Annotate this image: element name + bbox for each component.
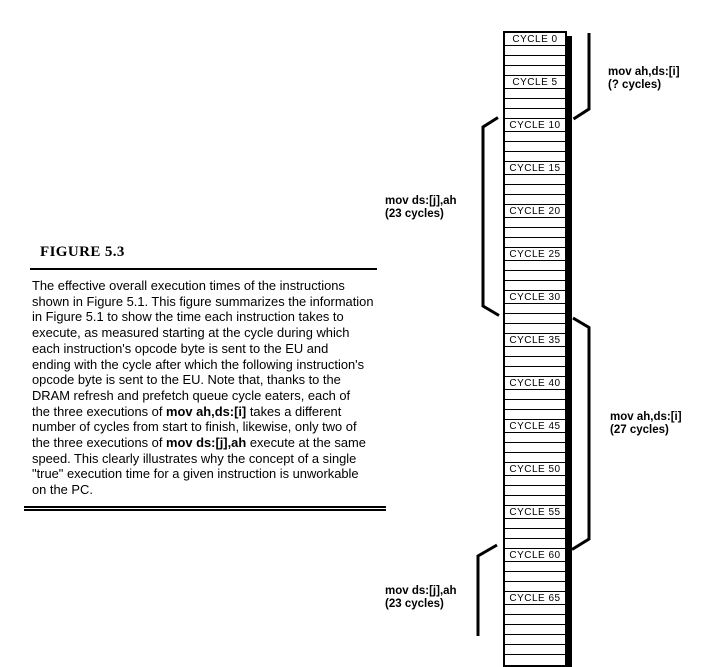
- cycle-label-row: [505, 377, 565, 390]
- heading-rule: [30, 268, 377, 270]
- cycle-row: [505, 142, 565, 152]
- annotation-cycle-count: (? cycles): [608, 79, 662, 91]
- cycle-row: [505, 281, 565, 291]
- caption-line: opcode byte is sent to the EU. Note that, thanks to the: [32, 372, 341, 388]
- caption-line: ending with the cycle after which the following instruction's: [32, 356, 365, 372]
- cycle-row: [505, 645, 565, 655]
- cycle-row: [505, 582, 565, 592]
- cycle-label-row: [505, 119, 565, 132]
- cycle-label: CYCLE 50: [509, 464, 561, 475]
- cycle-label-row: [505, 33, 565, 46]
- cycle-row: [505, 562, 565, 572]
- caption-line: on the PC.: [32, 482, 93, 498]
- cycle-row: [505, 486, 565, 496]
- cycle-row: [505, 529, 565, 539]
- cycle-row: [505, 476, 565, 486]
- cycle-label: CYCLE 35: [509, 335, 561, 346]
- cycle-row: [505, 519, 565, 529]
- cycle-label: CYCLE 10: [509, 120, 561, 131]
- cycle-row: [505, 314, 565, 324]
- cycle-row: [505, 132, 565, 142]
- cycle-label-row: [505, 463, 565, 476]
- cycle-label-row: [505, 162, 565, 175]
- cycle-label: CYCLE 25: [509, 249, 561, 260]
- annotation-mov-ah-ds-i-bottom: [610, 411, 682, 437]
- annotation-cycle-count: (27 cycles): [610, 424, 669, 436]
- cycle-row: [505, 367, 565, 377]
- cycle-row: [505, 99, 565, 109]
- cycle-label: CYCLE 65: [509, 593, 561, 604]
- cycle-label: CYCLE 30: [509, 292, 561, 303]
- cycle-row: [505, 46, 565, 56]
- bracket-right-2: [572, 318, 589, 550]
- cycle-label-row: [505, 205, 565, 218]
- cycle-label-row: [505, 334, 565, 347]
- cycle-row: [505, 218, 565, 228]
- cycle-label: CYCLE 20: [509, 206, 561, 217]
- cycle-row: [505, 195, 565, 205]
- cycle-row: [505, 357, 565, 367]
- cycle-row: [505, 347, 565, 357]
- cycle-label: CYCLE 5: [512, 77, 558, 88]
- cycle-row: [505, 271, 565, 281]
- annotation-mov-ah-ds-i-top: [608, 66, 680, 92]
- annotation-instruction: mov ah,ds:[i]: [610, 411, 682, 423]
- cycle-label-row: [505, 420, 565, 433]
- annotation-instruction: mov ds:[j],ah: [385, 585, 457, 597]
- annotation-mov-ds-j-ah-top: [385, 195, 457, 221]
- cycle-row: [505, 152, 565, 162]
- cycle-row: [505, 185, 565, 195]
- cycle-row: [505, 56, 565, 66]
- cycle-row: [505, 304, 565, 314]
- caption-line: "true" execution time for a given instruction is unworkable: [32, 466, 359, 482]
- cycle-label: CYCLE 0: [512, 34, 558, 45]
- annotation-cycle-count: (23 cycles): [385, 598, 444, 610]
- cycle-row: [505, 89, 565, 99]
- cycle-label: CYCLE 15: [509, 163, 561, 174]
- cycle-row: [505, 400, 565, 410]
- cycle-row: [505, 605, 565, 615]
- cycle-row: [505, 175, 565, 185]
- annotation-mov-ds-j-ah-bottom: [385, 585, 457, 611]
- caption-line: each instruction's opcode byte is sent to the EU and: [32, 340, 329, 356]
- caption-line: speed. This clearly illustrates why the concept of a single: [32, 450, 357, 466]
- cycle-row: [505, 390, 565, 400]
- cycle-row: [505, 453, 565, 463]
- cycle-label: CYCLE 60: [509, 550, 561, 561]
- cycle-label: CYCLE 45: [509, 421, 561, 432]
- cycle-row: [505, 433, 565, 443]
- bracket-right-1: [574, 33, 590, 119]
- cycle-row: [505, 410, 565, 420]
- caption-line: execute, as measured starting at the cycle during which: [32, 325, 350, 341]
- cycle-row: [505, 261, 565, 271]
- caption-line: shown in Figure 5.1. This figure summarizes the information: [32, 293, 374, 309]
- cycle-row: [505, 228, 565, 238]
- cycle-timeline-table: [503, 31, 567, 667]
- cycle-label: CYCLE 55: [509, 507, 561, 518]
- cycle-label-row: [505, 248, 565, 261]
- annotation-cycle-count: (23 cycles): [385, 208, 444, 220]
- cycle-label-row: [505, 549, 565, 562]
- cycle-row: [505, 238, 565, 248]
- caption-line: DRAM refresh and prefetch queue cycle eaters, each of: [32, 387, 351, 403]
- figure-caption: [32, 278, 397, 498]
- cycle-row: [505, 572, 565, 582]
- caption-line: the three executions of mov ah,ds:[i] takes a different: [32, 403, 342, 419]
- cycle-row: [505, 539, 565, 549]
- cycle-label-row: [505, 291, 565, 304]
- caption-line: the three executions of mov ds:[j],ah execute at the same: [32, 435, 366, 451]
- caption-end-double-rule: [24, 506, 386, 511]
- cycle-label-row: [505, 592, 565, 605]
- cycle-row: [505, 496, 565, 506]
- cycle-label: CYCLE 40: [509, 378, 561, 389]
- bracket-left-2: [478, 545, 497, 636]
- annotation-instruction: mov ah,ds:[i]: [608, 66, 680, 78]
- cycle-row: [505, 109, 565, 119]
- cycle-row: [505, 625, 565, 635]
- cycle-row: [505, 443, 565, 453]
- caption-line: The effective overall execution times of the instructions: [32, 278, 345, 293]
- cycle-row: [505, 66, 565, 76]
- bracket-left-1: [483, 118, 499, 316]
- cycle-row: [505, 324, 565, 334]
- cycle-label-row: [505, 506, 565, 519]
- caption-line: in Figure 5.1 to show the time each instruction takes to: [32, 309, 344, 325]
- caption-line: number of cycles from start to finish, likewise, only two of: [32, 419, 357, 435]
- cycle-row: [505, 615, 565, 625]
- cycle-row: [505, 635, 565, 645]
- cycle-label-row: [505, 76, 565, 89]
- cycle-row: [505, 655, 565, 665]
- annotation-instruction: mov ds:[j],ah: [385, 195, 457, 207]
- figure-heading: FIGURE 5.3: [40, 244, 125, 260]
